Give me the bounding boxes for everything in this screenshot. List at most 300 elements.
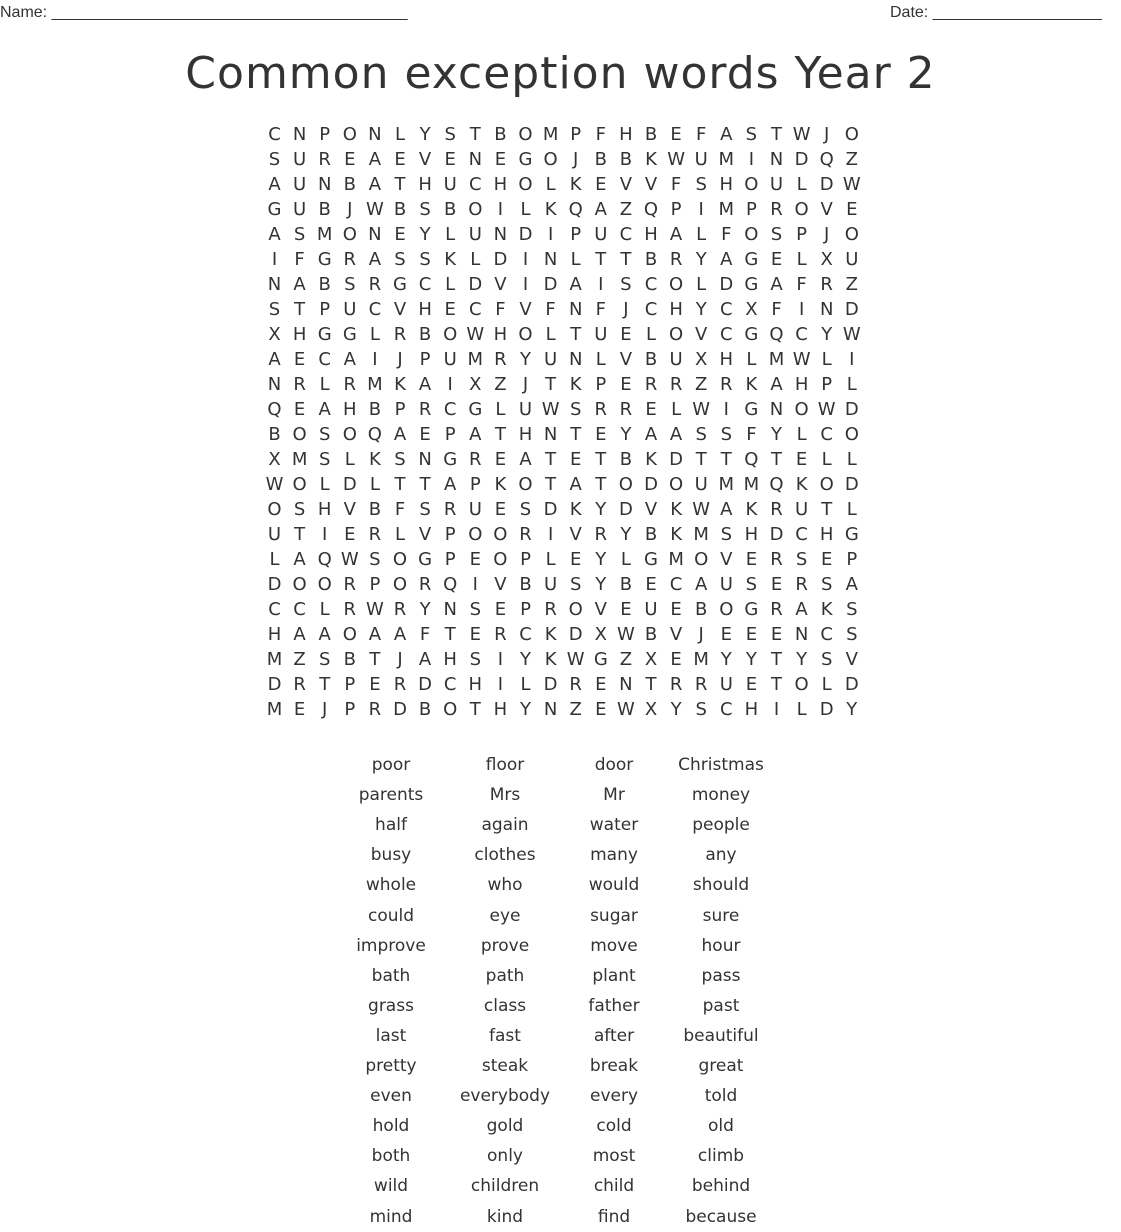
grid-letter: N [443,599,457,620]
grid-letter: O [267,499,282,520]
grid-letter: T [821,499,833,520]
word-list-item: Mr [603,785,625,806]
grid-letter: T [645,674,657,695]
grid-letter: D [819,699,834,720]
grid-letter: B [644,524,658,545]
grid-letter: R [469,449,482,470]
grid-letter: A [594,199,607,220]
grid-letter: D [342,474,357,495]
grid-letter: S [419,249,431,270]
grid-letter: T [394,174,406,195]
grid-letter: E [570,449,582,470]
word-list-item: told [704,1086,738,1107]
word-list-item: break [589,1056,639,1076]
grid-letter: T [771,674,782,695]
grid-letter: G [443,449,458,470]
grid-letter: U [694,474,708,495]
grid-letter: C [720,299,733,320]
grid-letter: K [670,524,682,545]
grid-letter: K [569,374,582,395]
grid-letter: J [522,374,529,395]
grid-letter: B [343,174,356,195]
grid-letter: Q [267,399,282,420]
grid-letter: U [719,674,733,695]
grid-letter: L [319,599,330,620]
grid-letter: E [846,199,858,220]
grid-letter: C [519,624,532,645]
grid-letter: L [846,374,857,395]
grid-letter: L [369,324,380,345]
grid-letter: I [522,274,529,295]
grid-letter: B [343,649,356,670]
grid-letter: E [369,674,381,695]
word-list-item: would [588,875,640,896]
grid-letter: J [824,124,830,145]
grid-letter: C [619,224,633,245]
grid-letter: O [292,474,307,495]
grid-letter: Y [620,424,632,445]
grid-letter: E [745,674,758,695]
grid-letter: A [669,224,683,245]
grid-letter: O [292,574,307,595]
grid-letter: O [342,424,357,445]
grid-letter: A [343,349,356,370]
grid-letter: R [418,399,432,420]
grid-letter: A [444,474,457,495]
grid-letter: Z [695,374,708,395]
grid-letter: E [293,399,306,420]
word-list-item: who [487,875,523,896]
grid-letter: H [719,174,734,195]
grid-letter: D [568,624,583,645]
grid-letter: U [694,149,708,170]
grid-letter: H [744,699,759,720]
grid-letter: T [545,374,557,395]
grid-letter: S [720,524,733,545]
grid-letter: G [644,549,658,570]
word-list-item: many [590,845,638,866]
word-list-item: grass [368,995,414,1016]
grid-letter: S [695,699,707,720]
grid-letter: Y [821,324,833,345]
grid-letter: P [595,374,607,395]
grid-letter: P [570,224,582,245]
word-list-item: could [367,905,415,926]
grid-letter: U [293,149,307,170]
grid-letter: U [544,574,558,595]
grid-letter: Y [745,649,757,670]
grid-letter: S [745,124,758,145]
grid-letter: V [393,299,407,320]
grid-letter: I [773,699,780,720]
grid-letter: W [541,399,560,420]
grid-letter: D [819,174,834,195]
grid-letter: A [695,574,708,595]
grid-letter: U [343,299,357,320]
grid-letter: G [468,399,483,420]
grid-letter: L [570,249,581,270]
grid-letter: D [644,474,658,495]
grid-letter: G [267,199,282,220]
grid-letter: O [844,224,859,245]
grid-letter: H [669,299,683,320]
grid-letter: I [522,249,529,270]
grid-letter: O [518,474,533,495]
grid-letter: T [494,424,506,445]
grid-letter: L [344,449,355,470]
grid-letter: V [569,524,582,545]
grid-letter: D [418,674,433,695]
grid-letter: A [418,374,432,395]
grid-letter: L [846,449,857,470]
grid-letter: I [472,574,478,595]
grid-letter: C [795,524,808,545]
grid-letter: V [619,349,633,370]
grid-letter: U [845,249,859,270]
word-list-item: find [597,1206,631,1227]
grid-letter: E [344,149,356,170]
grid-letter: S [444,124,456,145]
grid-letter: J [623,299,629,320]
word-list-item: children [470,1176,540,1197]
grid-letter: H [493,174,508,195]
grid-letter: O [468,524,483,545]
grid-letter: C [720,324,733,345]
grid-letter: A [720,499,733,520]
grid-letter: R [368,524,382,545]
grid-letter: T [294,299,306,320]
grid-letter: E [595,174,607,195]
grid-letter: M [668,549,684,570]
grid-letter: E [770,249,783,270]
date-field[interactable]: Date: ___________________ [890,4,1102,21]
word-list-item: parents [358,785,424,806]
grid-letter: R [393,674,407,695]
grid-letter: S [469,649,482,670]
word-list-item: poor [371,755,411,775]
grid-letter: W [792,349,811,370]
word-list-item: father [588,995,640,1016]
grid-letter: P [444,424,456,445]
grid-letter: M [542,124,559,145]
grid-letter: W [365,199,384,220]
grid-letter: T [469,124,481,145]
grid-letter: N [493,224,508,245]
grid-letter: N [543,424,558,445]
grid-letter: O [844,424,859,445]
grid-letter: N [568,299,583,320]
grid-letter: R [770,549,783,570]
word-list-item: prove [480,935,530,956]
grid-letter: P [745,199,757,220]
grid-letter: W [566,649,585,670]
grid-letter: O [342,124,357,145]
grid-letter: P [670,199,682,220]
grid-letter: J [397,349,403,370]
grid-letter: L [394,524,406,545]
grid-letter: D [844,299,859,320]
grid-letter: E [494,449,507,470]
word-list-item: people [692,815,750,836]
grid-letter: I [271,249,278,270]
grid-letter: A [720,124,733,145]
grid-letter: A [720,249,733,270]
grid-letter: Q [317,549,332,570]
grid-letter: J [573,149,579,170]
grid-letter: J [824,224,830,245]
grid-letter: G [418,549,433,570]
grid-letter: H [744,524,759,545]
grid-letter: E [770,574,783,595]
grid-letter: V [494,574,507,595]
grid-letter: A [569,474,582,495]
grid-letter: A [845,574,858,595]
word-list-item: even [370,1086,412,1107]
grid-letter: E [670,124,682,145]
grid-letter: W [817,399,836,420]
grid-letter: N [619,674,633,695]
word-list-item: great [698,1056,744,1076]
grid-letter: D [267,674,282,695]
grid-letter: O [292,424,307,445]
grid-letter: U [293,199,307,220]
grid-letter: B [418,324,432,345]
grid-letter: J [698,624,704,645]
grid-letter: O [543,149,558,170]
grid-letter: C [820,624,833,645]
grid-letter: L [445,224,456,245]
grid-letter: O [493,524,508,545]
grid-letter: T [771,449,782,470]
grid-letter: L [821,349,832,370]
grid-letter: C [443,399,457,420]
grid-letter: L [520,674,531,695]
grid-letter: V [669,624,683,645]
word-list-item: steak [481,1056,529,1076]
grid-letter: P [520,549,531,570]
grid-letter: P [444,524,456,545]
word-list-item: water [589,815,639,836]
word-list-item: busy [370,845,412,866]
grid-letter: S [394,449,406,470]
grid-letter: W [692,499,711,520]
grid-letter: O [493,549,508,570]
grid-letter: A [770,374,783,395]
grid-letter: D [393,699,407,720]
grid-letter: C [720,699,733,720]
grid-letter: U [267,524,282,545]
word-list-item: fast [489,1025,521,1046]
grid-letter: O [618,474,633,495]
grid-letter: G [744,324,759,345]
grid-letter: S [795,549,808,570]
grid-letter: I [849,349,855,370]
grid-letter: V [519,299,532,320]
grid-letter: S [695,174,707,195]
grid-letter: X [644,649,658,670]
grid-letter: C [644,274,658,295]
word-list-item: door [594,755,634,775]
grid-letter: T [570,424,582,445]
grid-letter: S [394,249,406,270]
grid-letter: K [544,649,557,670]
word-list-item: money [691,785,751,806]
grid-letter: U [468,499,482,520]
grid-letter: R [494,349,507,370]
grid-letter: Y [419,124,431,145]
grid-letter: K [645,149,657,170]
grid-letter: S [820,574,833,595]
word-list-item: floor [485,755,525,775]
grid-letter: B [644,249,658,270]
grid-letter: E [720,624,732,645]
grid-letter: N [794,624,809,645]
grid-letter: T [771,124,782,145]
grid-letter: M [266,649,283,670]
grid-letter: H [418,174,432,195]
grid-letter: F [545,299,556,320]
grid-letter: A [368,249,382,270]
grid-letter: E [419,424,431,445]
grid-letter: R [644,374,658,395]
word-list-item: path [485,965,525,986]
grid-letter: A [293,274,306,295]
grid-letter: S [419,199,431,220]
grid-letter: D [794,149,809,170]
grid-letter: O [518,174,533,195]
grid-letter: P [570,124,582,145]
grid-letter: O [669,274,684,295]
word-list-item: clothes [474,845,536,866]
grid-letter: V [594,599,607,620]
grid-letter: Y [846,699,858,720]
word-list-item: improve [356,935,426,956]
grid-letter: U [644,599,658,620]
grid-letter: Y [520,649,531,670]
grid-letter: M [367,374,383,395]
grid-letter: L [796,699,807,720]
grid-letter: Q [769,474,784,495]
grid-letter: S [820,649,833,670]
grid-letter: L [796,249,807,270]
name-field[interactable]: Name: ________________________________________ [0,4,408,21]
grid-letter: F [696,124,707,145]
grid-letter: T [394,474,406,495]
word-list-item: old [708,1116,734,1137]
grid-letter: R [770,499,783,520]
grid-letter: A [569,274,582,295]
grid-letter: O [317,574,332,595]
grid-letter: S [770,224,783,245]
grid-letter: O [794,674,809,695]
grid-letter: H [794,374,809,395]
grid-letter: U [443,174,457,195]
grid-letter: O [518,324,533,345]
grid-letter: O [819,474,834,495]
grid-letter: F [746,424,757,445]
grid-letter: E [620,599,632,620]
grid-letter: L [671,399,682,420]
grid-letter: L [545,549,556,570]
word-list-item: every [589,1086,639,1107]
grid-letter: T [319,674,331,695]
grid-letter: Z [845,149,858,170]
grid-letter: P [419,349,431,370]
grid-letter: F [419,624,431,645]
grid-letter: G [317,249,332,270]
grid-letter: H [518,424,533,445]
grid-letter: R [544,599,557,620]
grid-letter: T [419,474,431,495]
grid-letter: Y [620,524,632,545]
grid-letter: B [444,199,457,220]
grid-letter: X [268,324,281,345]
grid-letter: K [394,374,406,395]
grid-letter: Q [769,324,784,345]
word-list-item: wild [373,1176,409,1197]
grid-letter: E [344,524,356,545]
grid-letter: A [293,624,306,645]
grid-letter: K [670,499,682,520]
grid-letter: K [444,249,457,270]
grid-letter: N [769,399,784,420]
grid-letter: U [293,174,307,195]
grid-letter: R [669,674,683,695]
grid-letter: L [369,474,380,495]
grid-letter: F [771,299,782,320]
grid-letter: W [365,599,384,620]
grid-letter: Y [419,599,431,620]
grid-letter: A [268,174,281,195]
grid-letter: U [518,399,533,420]
grid-letter: S [469,599,482,620]
grid-letter: W [340,549,359,570]
grid-letter: P [821,374,833,395]
word-list-item: eye [489,905,521,926]
grid-letter: A [268,224,281,245]
grid-letter: R [293,374,306,395]
grid-letter: A [318,624,331,645]
grid-letter: R [669,374,683,395]
grid-letter: T [595,474,607,495]
grid-letter: R [795,574,808,595]
grid-letter: S [720,424,733,445]
grid-letter: P [344,674,356,695]
grid-letter: B [695,599,708,620]
grid-letter: B [318,274,331,295]
grid-letter: B [519,574,532,595]
grid-letter: R [820,274,833,295]
grid-letter: Y [419,224,431,245]
grid-letter: T [444,624,456,645]
grid-letter: X [820,249,833,270]
grid-letter: E [494,499,507,520]
grid-letter: D [468,274,483,295]
grid-letter: B [368,399,382,420]
grid-letter: T [294,524,306,545]
grid-letter: U [594,224,608,245]
grid-letter: P [444,549,456,570]
grid-letter: L [319,374,330,395]
grid-letter: C [268,124,281,145]
grid-letter: O [744,174,759,195]
grid-letter: C [418,274,432,295]
grid-letter: O [342,224,357,245]
grid-letter: E [394,149,406,170]
grid-letter: E [444,149,456,170]
word-list-item: beautiful [683,1025,759,1046]
grid-letter: K [569,499,582,520]
